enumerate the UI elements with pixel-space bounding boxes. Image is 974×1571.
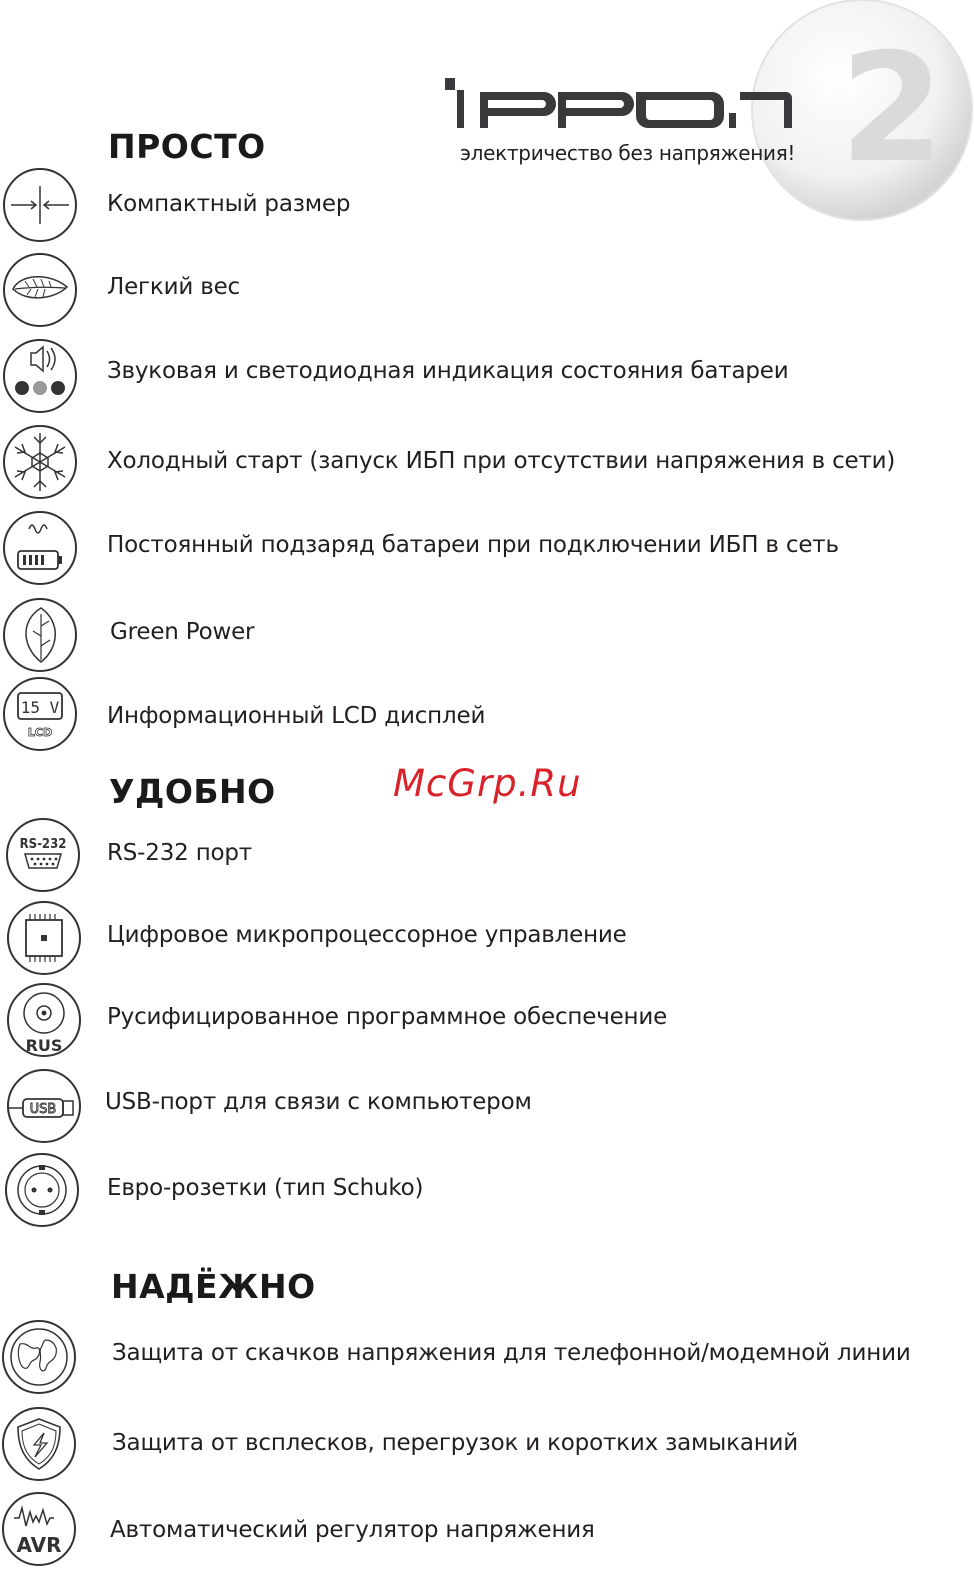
feature-compact-size: Компактный размер — [107, 191, 351, 217]
cd-rus-icon-label: RUS — [25, 1036, 63, 1055]
watermark: McGrp.Ru — [393, 762, 582, 805]
feature-battery-charge: Постоянный подзаряд батареи при подключении ИБП в сеть — [107, 532, 839, 558]
feature-sound-led: Звуковая и светодиодная индикация состояния батареи — [107, 358, 789, 384]
avr-icon-label: AVR — [16, 1533, 62, 1557]
feature-microprocessor: Цифровое микропроцессорное управление — [107, 922, 627, 948]
section-heading-reliable: НАДЁЖНО — [111, 1267, 316, 1306]
section-heading-convenient: УДОБНО — [109, 772, 276, 811]
model-number: 2 — [839, 22, 945, 196]
cd-rus-icon — [5, 981, 83, 1059]
snowflake-icon — [1, 423, 79, 501]
rs232-icon-label: RS-232 — [19, 837, 67, 852]
usb-icon — [5, 1067, 83, 1145]
feature-lcd-display: Информационный LCD дисплей — [107, 703, 486, 729]
feature-schuko-sockets: Евро-розетки (тип Schuko) — [107, 1175, 424, 1201]
compact-size-icon — [1, 166, 79, 244]
lcd-icon-label: LCD — [27, 726, 53, 739]
feature-surge-protection: Защита от всплесков, перегрузок и коротких замыканий — [112, 1430, 799, 1456]
sound-led-icon — [1, 337, 79, 415]
microprocessor-icon — [5, 899, 83, 977]
feature-light-weight: Легкий вес — [107, 274, 240, 300]
lcd-icon-value: 15 V — [20, 698, 60, 717]
model-badge — [440, 0, 974, 230]
schuko-socket-icon — [3, 1151, 81, 1229]
feather-icon — [1, 251, 79, 329]
rs232-icon — [4, 816, 82, 894]
feature-green-power: Green Power — [110, 619, 255, 645]
avr-icon — [0, 1490, 78, 1568]
battery-charge-icon — [1, 509, 79, 587]
ippon-logo-icon — [445, 78, 792, 128]
brand-tagline: электричество без напряжения! — [460, 141, 796, 165]
brand-logo-area — [440, 0, 974, 230]
feature-avr: Автоматический регулятор напряжения — [110, 1517, 595, 1543]
globe-icon — [0, 1318, 78, 1396]
usb-icon-label: USB — [29, 1102, 57, 1117]
feature-russian-software: Русифицированное программное обеспечение — [107, 1004, 668, 1030]
feature-usb-port: USB-порт для связи с компьютером — [105, 1089, 532, 1115]
lcd-icon — [1, 675, 79, 753]
feature-line-protection: Защита от скачков напряжения для телефонной/модемной линии — [112, 1340, 911, 1366]
feature-rs232-port: RS-232 порт — [107, 840, 252, 866]
feature-cold-start: Холодный старт (запуск ИБП при отсутствии напряжения в сети) — [107, 448, 896, 474]
shield-icon — [0, 1405, 78, 1483]
section-heading-simple: ПРОСТО — [108, 127, 266, 166]
leaf-icon — [1, 596, 79, 674]
